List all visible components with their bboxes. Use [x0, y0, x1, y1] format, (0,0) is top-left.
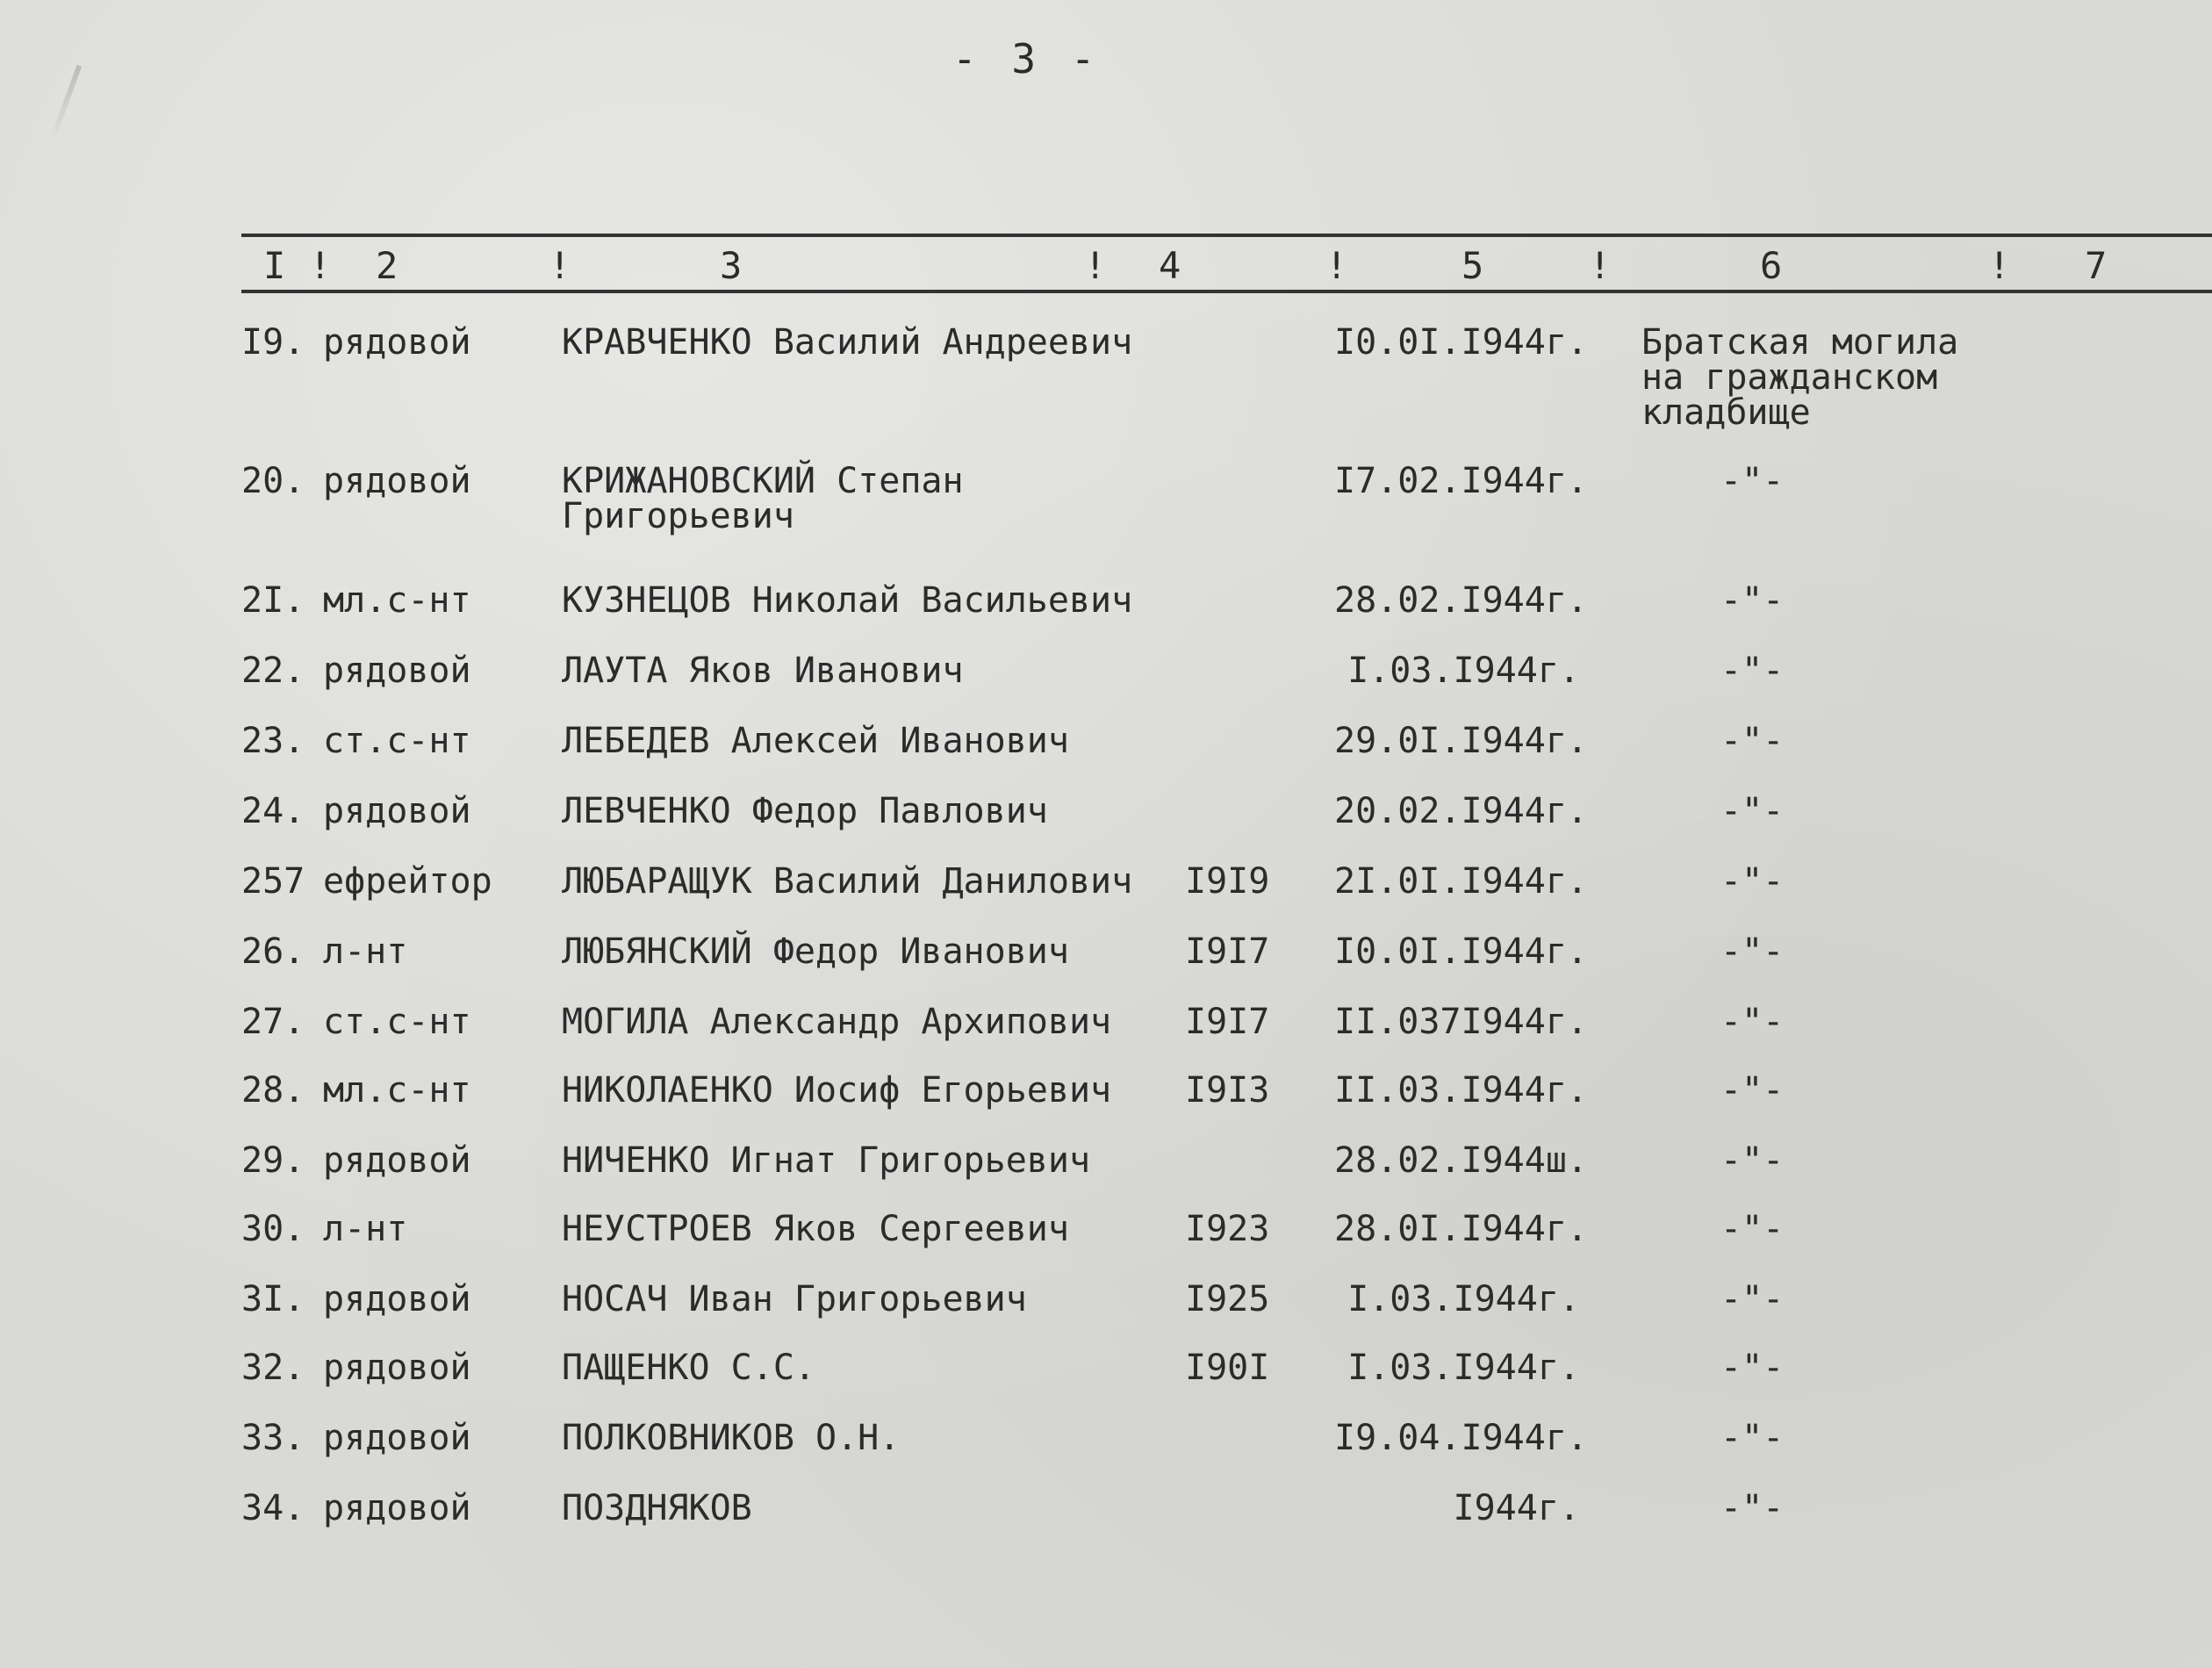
- row-name: ПОЗДНЯКОВ: [562, 1488, 752, 1528]
- row-rank: ефрейтор: [323, 861, 492, 902]
- row-burial-place: -"-: [1720, 1140, 1785, 1181]
- row-birth-year: I9I9: [1185, 861, 1270, 902]
- row-burial-place: -"-: [1720, 791, 1785, 831]
- row-death-date: 28.0I.I944г.: [1334, 1209, 1588, 1249]
- row-number: 34.: [241, 1488, 305, 1528]
- row-name: ПАЩЕНКО С.С.: [562, 1348, 815, 1388]
- row-number: 23.: [241, 721, 305, 761]
- row-death-date: 28.02.I944ш.: [1334, 1140, 1588, 1181]
- row-number: 32.: [241, 1348, 305, 1388]
- row-name: ПОЛКОВНИКОВ О.Н.: [562, 1418, 901, 1458]
- row-burial-place: -"-: [1720, 1070, 1785, 1111]
- row-burial-place: -"-: [1720, 1002, 1785, 1042]
- row-burial-place: Братская могила на гражданском кладбище: [1641, 322, 1959, 433]
- row-name: НИЧЕНКО Игнат Григорьевич: [562, 1140, 1091, 1181]
- row-rank: рядовой: [323, 791, 471, 831]
- row-rank: рядовой: [323, 1279, 471, 1319]
- row-number: 33.: [241, 1418, 305, 1458]
- header-separator: !: [1084, 244, 1107, 287]
- row-rank: ст.с-нт: [323, 1002, 471, 1042]
- row-name: КРИЖАНОВСКИЙ Степан Григорьевич: [562, 461, 964, 536]
- row-rank: рядовой: [323, 322, 471, 363]
- table-header-bottom-rule: [241, 290, 2212, 293]
- row-name: КУЗНЕЦОВ Николай Васильевич: [562, 580, 1133, 621]
- row-rank: рядовой: [323, 1140, 471, 1181]
- header-col-1: I: [263, 244, 286, 287]
- row-burial-place: -"-: [1720, 1279, 1785, 1319]
- row-death-date: I.03.I944г.: [1347, 651, 1580, 691]
- row-rank: л-нт: [323, 1209, 408, 1249]
- row-burial-place: -"-: [1720, 651, 1785, 691]
- row-burial-place: -"-: [1720, 861, 1785, 902]
- row-burial-place: -"-: [1720, 461, 1785, 501]
- pencil-mark: [50, 65, 82, 141]
- row-number: 27.: [241, 1002, 305, 1042]
- row-death-date: I0.0I.I944г.: [1334, 931, 1588, 972]
- row-number: I9.: [241, 322, 305, 363]
- row-number: 3I.: [241, 1279, 305, 1319]
- table-header: [0, 244, 2212, 288]
- header-separator: !: [1325, 244, 1348, 287]
- row-rank: мл.с-нт: [323, 1070, 471, 1111]
- header-separator: !: [1589, 244, 1612, 287]
- header-separator: !: [549, 244, 571, 287]
- row-death-date: I0.0I.I944г.: [1334, 322, 1588, 363]
- page-number: - 3 -: [952, 35, 1101, 83]
- row-number: 22.: [241, 651, 305, 691]
- row-burial-place: -"-: [1720, 931, 1785, 972]
- row-death-date: 2I.0I.I944г.: [1334, 861, 1588, 902]
- header-col-2: 2: [376, 244, 399, 287]
- header-col-3: 3: [720, 244, 743, 287]
- row-burial-place: -"-: [1720, 1348, 1785, 1388]
- row-number: 2I.: [241, 580, 305, 621]
- row-birth-year: I923: [1185, 1209, 1270, 1249]
- header-separator: !: [1988, 244, 2011, 287]
- row-burial-place: -"-: [1720, 1488, 1785, 1528]
- row-death-date: I.03.I944г.: [1347, 1279, 1580, 1319]
- table-top-rule: [241, 234, 2212, 237]
- row-name: ЛЮБЯНСКИЙ Федор Иванович: [562, 931, 1069, 972]
- row-rank: рядовой: [323, 1488, 471, 1528]
- row-number: 24.: [241, 791, 305, 831]
- row-birth-year: I90I: [1185, 1348, 1270, 1388]
- row-name: НИКОЛАЕНКО Иосиф Егорьевич: [562, 1070, 1112, 1111]
- row-burial-place: -"-: [1720, 721, 1785, 761]
- row-death-date: II.03.I944г.: [1334, 1070, 1588, 1111]
- row-death-date: I9.04.I944г.: [1334, 1418, 1588, 1458]
- row-number: 29.: [241, 1140, 305, 1181]
- row-birth-year: I925: [1185, 1279, 1270, 1319]
- row-birth-year: I9I3: [1185, 1070, 1270, 1111]
- row-rank: ст.с-нт: [323, 721, 471, 761]
- row-death-date: 28.02.I944г.: [1334, 580, 1588, 621]
- row-name: ЛЮБАРАЩУК Василий Данилович: [562, 861, 1133, 902]
- header-col-4: 4: [1159, 244, 1181, 287]
- row-birth-year: I9I7: [1185, 1002, 1270, 1042]
- row-name: НЕУСТРОЕВ Яков Сергеевич: [562, 1209, 1069, 1249]
- row-name: МОГИЛА Александр Архипович: [562, 1002, 1112, 1042]
- row-death-date: II.037I944г.: [1334, 1002, 1588, 1042]
- row-death-date: I944г.: [1453, 1488, 1580, 1528]
- row-name: ЛЕВЧЕНКО Федор Павлович: [562, 791, 1048, 831]
- row-death-date: 20.02.I944г.: [1334, 791, 1588, 831]
- row-burial-place: -"-: [1720, 1209, 1785, 1249]
- row-death-date: I.03.I944г.: [1347, 1348, 1580, 1388]
- row-name: КРАВЧЕНКО Василий Андреевич: [562, 322, 1133, 363]
- header-col-7: 7: [2085, 244, 2108, 287]
- row-burial-place: -"-: [1720, 1418, 1785, 1458]
- row-death-date: 29.0I.I944г.: [1334, 721, 1588, 761]
- row-birth-year: I9I7: [1185, 931, 1270, 972]
- header-col-6: 6: [1760, 244, 1783, 287]
- row-number: 28.: [241, 1070, 305, 1111]
- row-rank: мл.с-нт: [323, 580, 471, 621]
- row-name: ЛАУТА Яков Иванович: [562, 651, 964, 691]
- row-rank: рядовой: [323, 1418, 471, 1458]
- row-number: 26.: [241, 931, 305, 972]
- row-rank: рядовой: [323, 461, 471, 501]
- row-rank: рядовой: [323, 651, 471, 691]
- row-burial-place: -"-: [1720, 580, 1785, 621]
- row-number: 30.: [241, 1209, 305, 1249]
- row-death-date: I7.02.I944г.: [1334, 461, 1588, 501]
- row-number: 257: [241, 861, 305, 902]
- row-rank: рядовой: [323, 1348, 471, 1388]
- row-number: 20.: [241, 461, 305, 501]
- row-name: ЛЕБЕДЕВ Алексей Иванович: [562, 721, 1069, 761]
- header-separator: !: [309, 244, 332, 287]
- header-col-5: 5: [1462, 244, 1484, 287]
- row-rank: л-нт: [323, 931, 408, 972]
- row-name: НОСАЧ Иван Григорьевич: [562, 1279, 1027, 1319]
